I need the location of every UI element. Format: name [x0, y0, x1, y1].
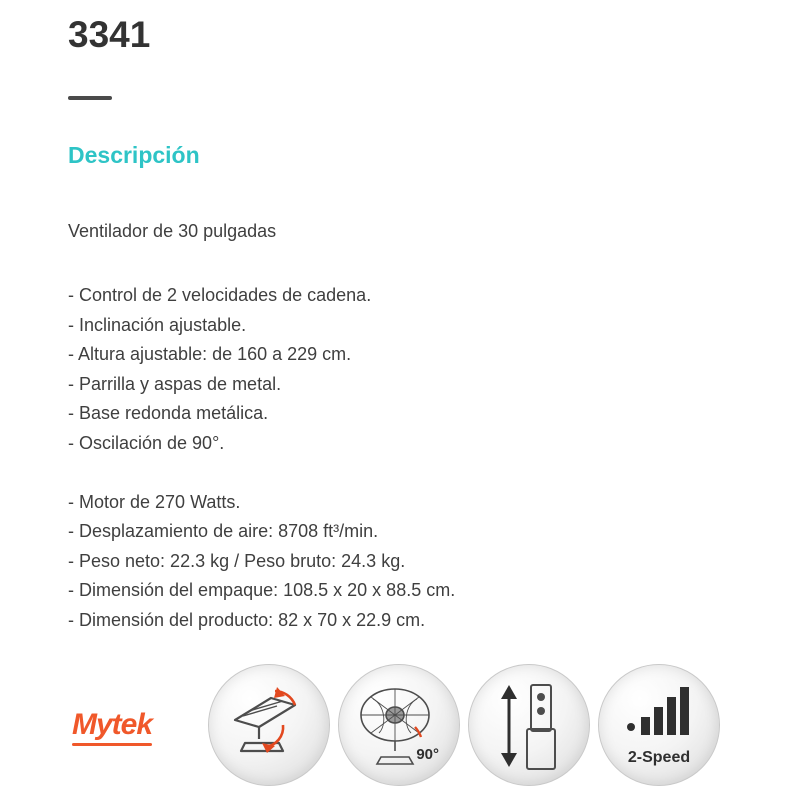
brand-logo — [68, 708, 208, 742]
brand-underline — [72, 743, 152, 746]
oscillation-icon — [339, 665, 459, 785]
spec-item: - Base redonda metálica. — [68, 403, 269, 423]
spec-item: - Desplazamiento de aire: 8708 ft³/min. — [68, 521, 379, 541]
spec-item: - Peso neto: 22.3 kg / Peso bruto: 24.3 kg. — [68, 550, 406, 571]
spec-item: - Dimensión del producto: 82 x 70 x 22.9 cm. — [68, 609, 426, 630]
spec-item: - Inclinación ajustable. — [68, 314, 247, 335]
spec-group-separator — [68, 458, 455, 488]
spec-item: - Dimensión del empaque: 108.5 x 20 x 88.5 cm. — [68, 580, 456, 600]
specification-list — [68, 281, 455, 635]
product-summary: Ventilador de 30 pulgadas — [68, 221, 277, 241]
feature-badge-strip — [68, 662, 732, 788]
title-divider — [68, 96, 112, 100]
tilt-adjustable-icon — [209, 665, 329, 785]
badge-oscillation — [338, 664, 460, 786]
badge-oscillation-label: 90° — [416, 746, 439, 763]
speed-bars-icon — [599, 665, 719, 785]
badge-speed-label: 2-Speed — [627, 749, 691, 766]
height-adjustable-icon — [469, 665, 589, 785]
spec-item: - Altura ajustable: de 160 a 229 cm. — [68, 344, 352, 364]
brand-logo-text: Mytek — [72, 708, 153, 741]
page-title: 3341 — [68, 14, 151, 55]
spec-item: - Motor de 270 Watts. — [68, 491, 241, 512]
badge-tilt — [208, 664, 330, 786]
badge-speed — [598, 664, 720, 786]
spec-item: - Parrilla y aspas de metal. — [68, 373, 282, 394]
badge-height — [468, 664, 590, 786]
spec-item: - Oscilación de 90°. — [68, 432, 225, 453]
section-heading: Descripción — [68, 142, 200, 168]
spec-item: - Control de 2 velocidades de cadena. — [68, 285, 372, 305]
badges-container — [208, 664, 720, 786]
